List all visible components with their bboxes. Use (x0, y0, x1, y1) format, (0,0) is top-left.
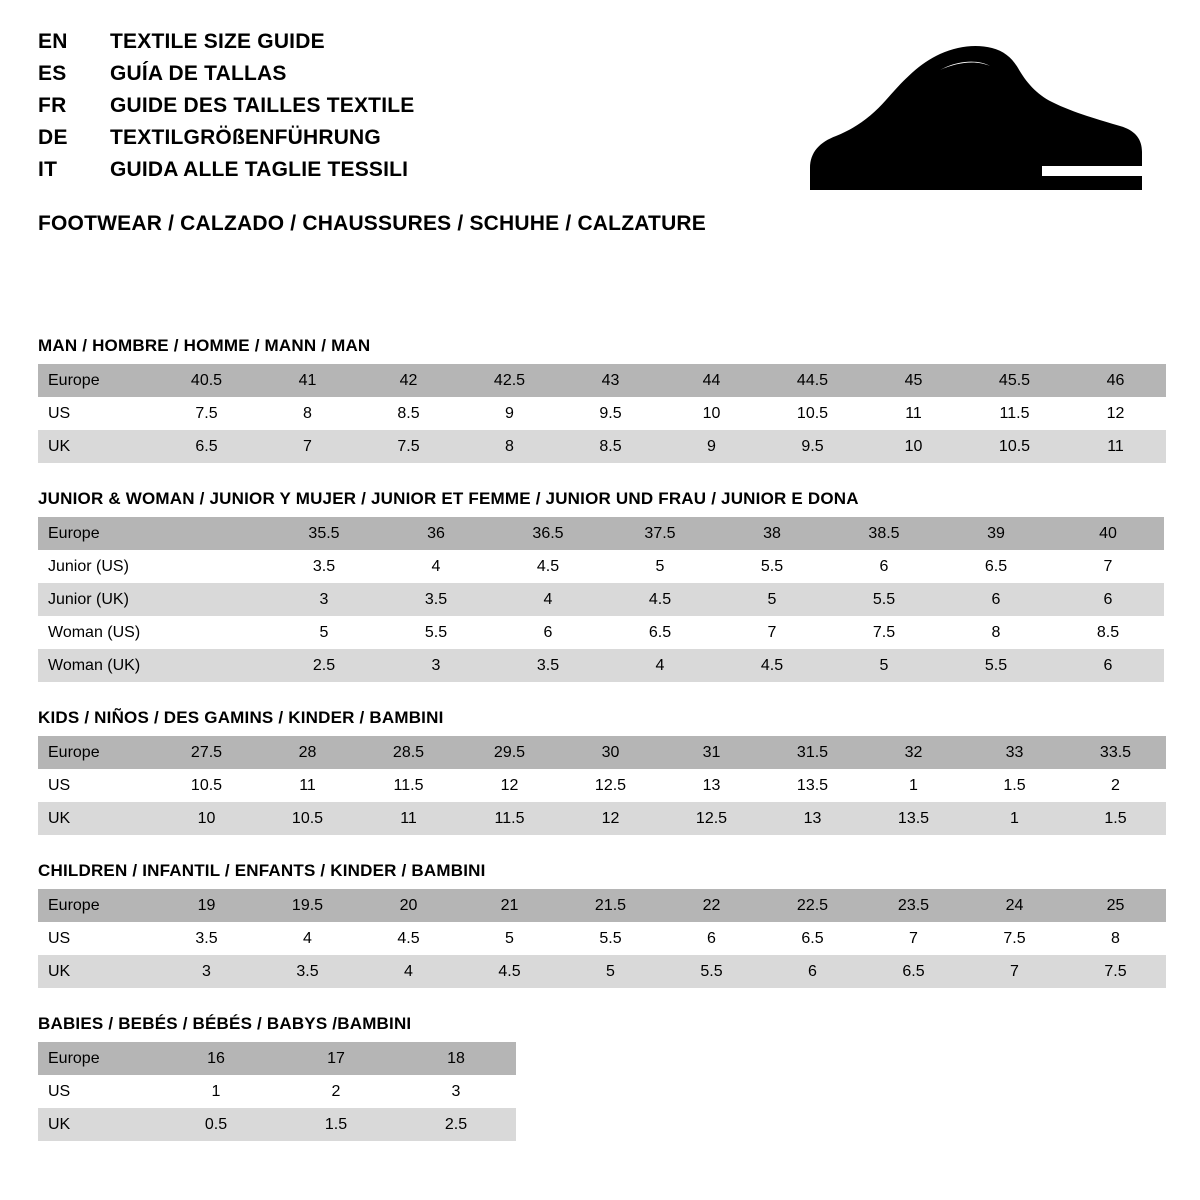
table-row (38, 550, 1164, 583)
size-table-block (38, 336, 1164, 463)
language-title: TEXTILE SIZE GUIDE (110, 30, 325, 53)
row-label: Junior (US) (38, 550, 156, 583)
size-cell: 19.5 (257, 889, 358, 922)
size-cell: 3 (396, 1075, 516, 1108)
size-cell: 3.5 (156, 922, 257, 955)
size-cell: 7 (716, 616, 828, 649)
row-label: US (38, 1075, 156, 1108)
size-cell: 4.5 (459, 955, 560, 988)
size-cell: 44.5 (762, 364, 863, 397)
size-cell: 5.5 (828, 583, 940, 616)
size-cell: 10 (661, 397, 762, 430)
size-cell: 42 (358, 364, 459, 397)
size-cell: 9.5 (762, 430, 863, 463)
size-cell: 29.5 (459, 736, 560, 769)
language-title: GUÍA DE TALLAS (110, 62, 287, 85)
size-cell: 4.5 (492, 550, 604, 583)
size-cell: 8 (940, 616, 1052, 649)
size-cell: 2 (1065, 769, 1166, 802)
size-cell: 8.5 (1052, 616, 1164, 649)
size-cell: 8 (257, 397, 358, 430)
size-cell: 42.5 (459, 364, 560, 397)
size-table-block (38, 861, 1164, 988)
row-label: Europe (38, 364, 156, 397)
size-table (38, 736, 1166, 835)
size-cell: 6 (661, 922, 762, 955)
size-table-block (38, 489, 1164, 682)
size-cell: 5.5 (380, 616, 492, 649)
size-cell: 3.5 (257, 955, 358, 988)
size-cell: 45.5 (964, 364, 1065, 397)
size-cell: 10 (863, 430, 964, 463)
table-row (38, 955, 1166, 988)
document-header (38, 30, 778, 236)
size-cell: 5.5 (560, 922, 661, 955)
row-label: US (38, 397, 156, 430)
size-cell: 11.5 (964, 397, 1065, 430)
size-cell: 11.5 (358, 769, 459, 802)
table-row (38, 922, 1166, 955)
language-title: TEXTILGRÖßENFÜHRUNG (110, 126, 381, 149)
row-label: Junior (UK) (38, 583, 156, 616)
size-cell: 3.5 (380, 583, 492, 616)
dress-shoe-icon (790, 40, 1150, 200)
table-title: CHILDREN / INFANTIL / ENFANTS / KINDER / BAMBINI (38, 861, 486, 880)
size-cell: 12 (1065, 397, 1166, 430)
size-table (38, 1042, 516, 1141)
language-title-list (38, 30, 778, 190)
size-cell: 10 (156, 802, 257, 835)
size-cell (156, 517, 268, 550)
size-cell: 4.5 (604, 583, 716, 616)
row-label: Europe (38, 736, 156, 769)
size-cell: 5 (268, 616, 380, 649)
size-cell: 5 (560, 955, 661, 988)
size-cell: 6 (828, 550, 940, 583)
size-cell: 6 (940, 583, 1052, 616)
table-header-row (38, 736, 1166, 769)
table-header-row (38, 364, 1166, 397)
size-cell: 7.5 (156, 397, 257, 430)
size-cell (156, 616, 268, 649)
language-code: FR (38, 94, 67, 117)
table-row (38, 430, 1166, 463)
size-cell: 11 (257, 769, 358, 802)
size-cell: 5 (604, 550, 716, 583)
size-cell: 10.5 (762, 397, 863, 430)
size-cell: 7 (257, 430, 358, 463)
size-cell: 21 (459, 889, 560, 922)
size-cell: 4.5 (358, 922, 459, 955)
row-label: US (38, 769, 156, 802)
size-cell: 18 (396, 1042, 516, 1075)
size-cell: 8.5 (358, 397, 459, 430)
size-cell: 10.5 (257, 802, 358, 835)
size-cell: 6 (1052, 583, 1164, 616)
size-cell: 17 (276, 1042, 396, 1075)
size-cell: 40.5 (156, 364, 257, 397)
size-cell: 13.5 (863, 802, 964, 835)
language-row (38, 158, 778, 190)
size-cell: 41 (257, 364, 358, 397)
size-cell: 31 (661, 736, 762, 769)
size-cell: 28.5 (358, 736, 459, 769)
size-cell: 7.5 (1065, 955, 1166, 988)
size-cell: 11 (1065, 430, 1166, 463)
size-table (38, 364, 1166, 463)
table-row (38, 1108, 516, 1141)
size-cell: 9 (459, 397, 560, 430)
size-cell: 2 (276, 1075, 396, 1108)
row-label: Europe (38, 889, 156, 922)
size-cell: 1 (863, 769, 964, 802)
size-cell: 6 (492, 616, 604, 649)
size-cell: 36 (380, 517, 492, 550)
size-cell: 8.5 (560, 430, 661, 463)
table-header-row (38, 889, 1166, 922)
size-cell: 24 (964, 889, 1065, 922)
size-cell: 22 (661, 889, 762, 922)
size-cell: 7 (863, 922, 964, 955)
size-cell: 7 (964, 955, 1065, 988)
size-cell: 5.5 (940, 649, 1052, 682)
size-cell: 16 (156, 1042, 276, 1075)
size-cell: 44 (661, 364, 762, 397)
size-cell: 5.5 (661, 955, 762, 988)
size-table-block (38, 1014, 1164, 1141)
size-cell: 32 (863, 736, 964, 769)
table-row (38, 769, 1166, 802)
size-cell (156, 550, 268, 583)
size-cell: 6.5 (156, 430, 257, 463)
size-cell: 12 (560, 802, 661, 835)
size-cell: 39 (940, 517, 1052, 550)
size-cell: 6 (762, 955, 863, 988)
language-code: DE (38, 126, 68, 149)
table-row (38, 616, 1164, 649)
size-cell: 2.5 (268, 649, 380, 682)
table-title: BABIES / BEBÉS / BÉBÉS / BABYS /BAMBINI (38, 1014, 412, 1033)
size-cell: 11 (358, 802, 459, 835)
row-label: Europe (38, 1042, 156, 1075)
table-title: KIDS / NIÑOS / DES GAMINS / KINDER / BAMBINI (38, 708, 444, 727)
size-cell: 6.5 (604, 616, 716, 649)
row-label: Woman (US) (38, 616, 156, 649)
size-cell (156, 649, 268, 682)
size-cell: 0.5 (156, 1108, 276, 1141)
size-cell: 27.5 (156, 736, 257, 769)
size-cell: 1.5 (964, 769, 1065, 802)
table-title: JUNIOR & WOMAN / JUNIOR Y MUJER / JUNIOR ET FEMME / JUNIOR UND FRAU / JUNIOR E DONA (38, 489, 859, 508)
size-cell: 5.5 (716, 550, 828, 583)
size-cell: 3 (268, 583, 380, 616)
size-cell: 12.5 (661, 802, 762, 835)
size-cell: 45 (863, 364, 964, 397)
size-cell: 7.5 (358, 430, 459, 463)
table-title: MAN / HOMBRE / HOMME / MANN / MAN (38, 336, 371, 355)
size-cell: 7 (1052, 550, 1164, 583)
size-cell: 4 (358, 955, 459, 988)
language-row (38, 94, 778, 126)
language-row (38, 30, 778, 62)
size-cell: 36.5 (492, 517, 604, 550)
row-label: UK (38, 430, 156, 463)
size-tables (38, 336, 1164, 1167)
size-cell: 12 (459, 769, 560, 802)
size-cell: 46 (1065, 364, 1166, 397)
size-cell: 4 (492, 583, 604, 616)
size-cell: 4.5 (716, 649, 828, 682)
size-table (38, 889, 1166, 988)
size-cell: 1.5 (1065, 802, 1166, 835)
size-cell: 43 (560, 364, 661, 397)
row-label: Europe (38, 517, 156, 550)
size-cell: 5 (828, 649, 940, 682)
size-cell: 4 (257, 922, 358, 955)
size-table (38, 517, 1164, 682)
size-cell: 28 (257, 736, 358, 769)
size-cell: 33.5 (1065, 736, 1166, 769)
size-cell: 19 (156, 889, 257, 922)
row-label: UK (38, 1108, 156, 1141)
size-cell: 31.5 (762, 736, 863, 769)
language-code: IT (38, 158, 58, 181)
size-cell: 4 (604, 649, 716, 682)
size-cell: 6.5 (863, 955, 964, 988)
row-label: US (38, 922, 156, 955)
size-cell: 13 (661, 769, 762, 802)
size-cell: 10.5 (964, 430, 1065, 463)
size-cell: 8 (459, 430, 560, 463)
row-label: UK (38, 802, 156, 835)
table-header-row (38, 1042, 516, 1075)
size-cell: 35.5 (268, 517, 380, 550)
size-cell: 9.5 (560, 397, 661, 430)
size-cell: 11 (863, 397, 964, 430)
size-cell: 7.5 (964, 922, 1065, 955)
size-cell: 1 (964, 802, 1065, 835)
language-title: GUIDA ALLE TAGLIE TESSILI (110, 158, 409, 181)
size-cell: 25 (1065, 889, 1166, 922)
language-title: GUIDE DES TAILLES TEXTILE (110, 94, 415, 117)
size-cell: 13 (762, 802, 863, 835)
table-row (38, 583, 1164, 616)
size-cell: 7.5 (828, 616, 940, 649)
language-code: EN (38, 30, 68, 53)
table-row (38, 649, 1164, 682)
size-cell: 3.5 (268, 550, 380, 583)
size-cell: 5 (459, 922, 560, 955)
size-cell (156, 583, 268, 616)
size-cell: 10.5 (156, 769, 257, 802)
size-cell: 1 (156, 1075, 276, 1108)
table-row (38, 802, 1166, 835)
size-cell: 33 (964, 736, 1065, 769)
size-cell: 2.5 (396, 1108, 516, 1141)
size-cell: 4 (380, 550, 492, 583)
size-table-block (38, 708, 1164, 835)
size-cell: 6 (1052, 649, 1164, 682)
table-header-row (38, 517, 1164, 550)
size-cell: 13.5 (762, 769, 863, 802)
language-row (38, 126, 778, 158)
category-title: FOOTWEAR / CALZADO / CHAUSSURES / SCHUHE / CALZATURE (38, 212, 707, 235)
size-cell: 6.5 (940, 550, 1052, 583)
language-code: ES (38, 62, 67, 85)
size-cell: 1.5 (276, 1108, 396, 1141)
table-row (38, 1075, 516, 1108)
size-cell: 9 (661, 430, 762, 463)
size-cell: 3 (380, 649, 492, 682)
size-cell: 38 (716, 517, 828, 550)
size-cell: 3 (156, 955, 257, 988)
size-cell: 40 (1052, 517, 1164, 550)
language-row (38, 62, 778, 94)
table-row (38, 397, 1166, 430)
size-cell: 20 (358, 889, 459, 922)
size-cell: 8 (1065, 922, 1166, 955)
size-cell: 6.5 (762, 922, 863, 955)
size-cell: 11.5 (459, 802, 560, 835)
size-cell: 38.5 (828, 517, 940, 550)
row-label: Woman (UK) (38, 649, 156, 682)
row-label: UK (38, 955, 156, 988)
size-cell: 23.5 (863, 889, 964, 922)
size-cell: 5 (716, 583, 828, 616)
size-cell: 3.5 (492, 649, 604, 682)
size-cell: 12.5 (560, 769, 661, 802)
size-cell: 21.5 (560, 889, 661, 922)
size-cell: 37.5 (604, 517, 716, 550)
size-cell: 22.5 (762, 889, 863, 922)
size-cell: 30 (560, 736, 661, 769)
